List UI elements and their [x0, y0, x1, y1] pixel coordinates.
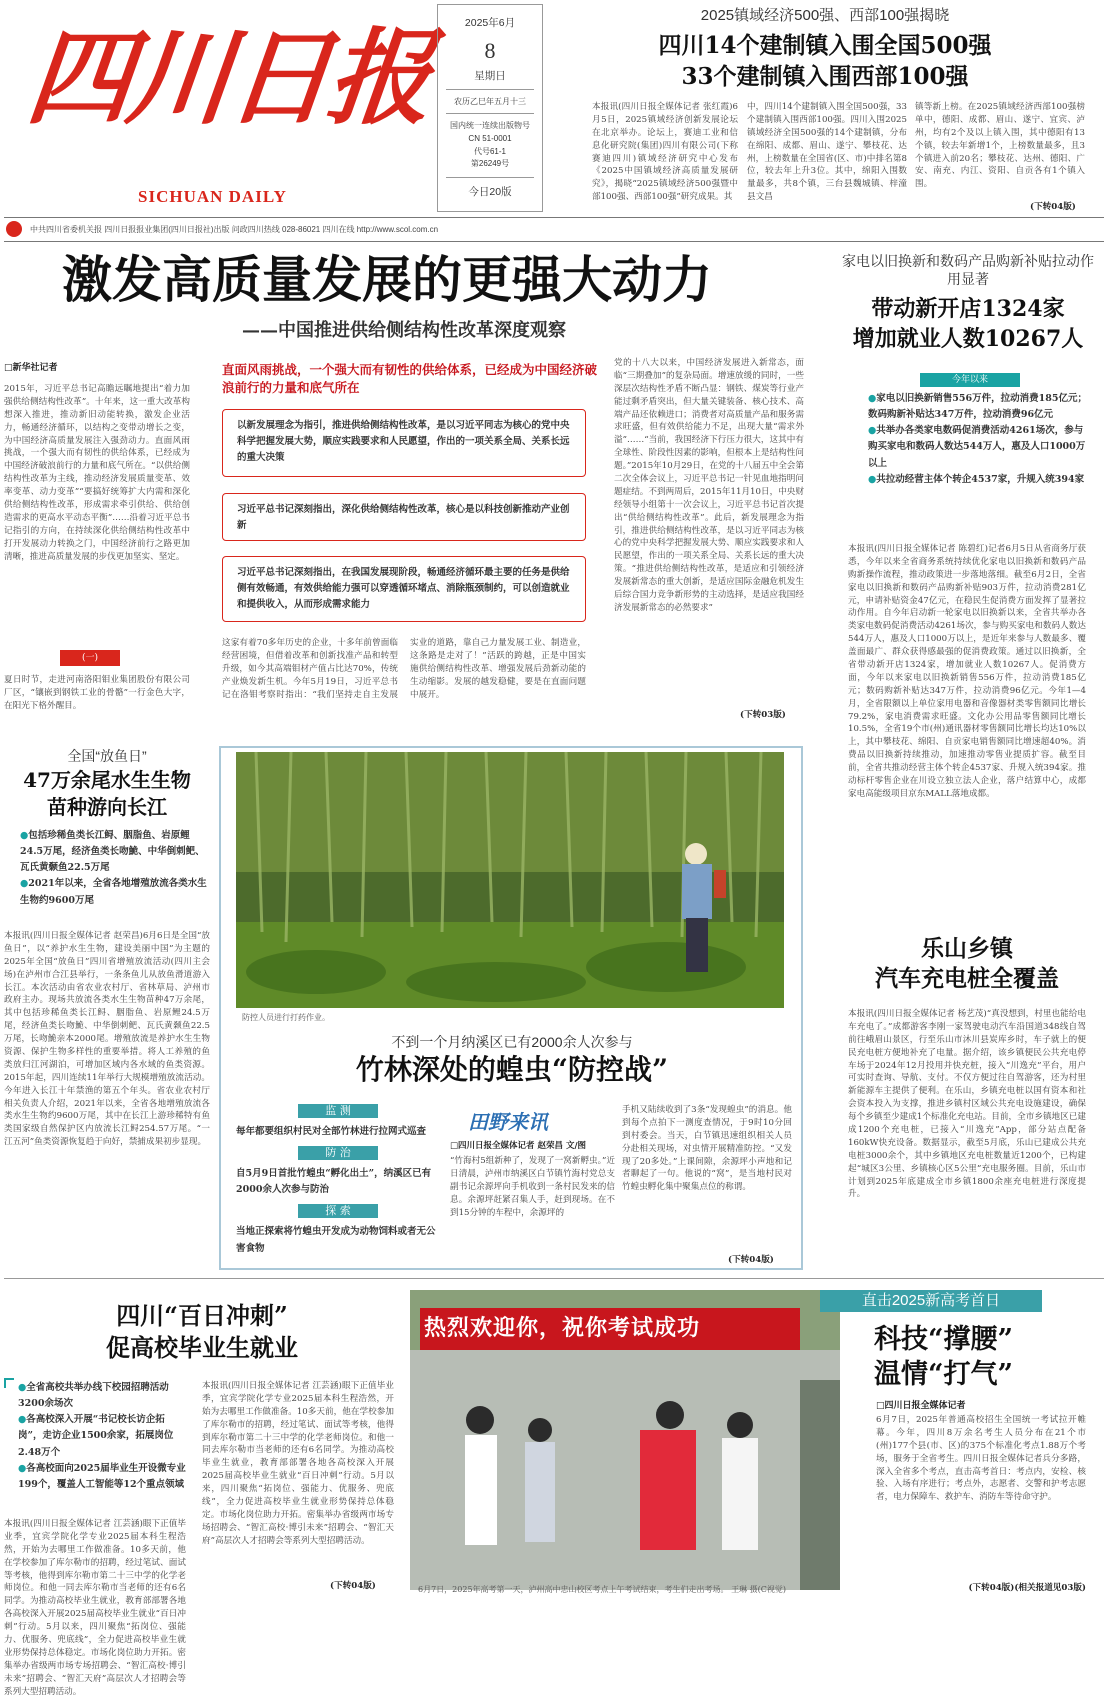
top-col-3: 镇等新上榜。在2025镇域经济西部100强榜单中，德阳、成都、眉山、遂宁、宜宾、泸州，均有2个及以上镇入围，其中德阳有13个镇，较去年新增1个，上榜数量最多，且3个镇进入前20名；攀枝花、达州、德阳、广安、南充、内江、资阳、自贡各有1个镇入围。 — [915, 102, 1085, 190]
main-lead: 直面风雨挑战，一个强大而有韧性的供给体系，已经成为中国经济破浪前行的力量和底气所在 — [222, 363, 598, 395]
monitor-text: 每年都要组织村民对全部竹林进行拉网式巡查 — [236, 1126, 427, 1137]
locust-col-2: 手机又陆续收到了3条“发现蝗虫”的消息。他到每个点拍下一测度查情况，于9时10分回到村委会。当天，白节镇迅速组织相关人员分赴相关现场，对虫情开展精准防控。“又发现了20多处。”上课间隙，余源坪小声地和记者聊起了一句。他说的“窝”，是当地村民对竹蝗虫孵化集中聚集点位的称谓。 — [622, 1105, 792, 1193]
top-story-header — [550, 4, 1100, 92]
date-box — [437, 4, 543, 212]
bamboo-photo — [236, 752, 784, 1008]
grad-text-b: 本报讯(四川日报全媒体记者 江芸涵)眼下正值毕业季，宜宾学院化学专业2025届本科生程浩然，开始为去哪里工作做准备。10多天前，他在学校参加了库尔勒市的招聘，经过笔试、面试等考核，他得到库尔勒市第二十三中学的化学老师岗位。和他一同去库尔勒市当老师的还有6名同学。为推动高校毕业生就业，教育部部署各地各高校深入开展2025届高校毕业生就业“百日冲刺”行动。5月以来，四川聚焦“拓岗位、强能力、优服务、兜底线”，全力促进高校毕业生就业形势保持总体稳定。市场化岗位助力开拓。密集举办省级两市场专场招聘会、“智汇高校·博引未来”招聘会、“智汇天府”高层次人才招聘会等系列大型招聘活动。 — [202, 1381, 394, 1546]
issue-number: 第26249号 — [470, 159, 510, 169]
fish-kicker: 全国“放鱼日” — [67, 748, 147, 764]
bullet-item: ●家电以旧换新销售556万件，拉动消费185亿元；数码购新补贴达347万件，拉动消费96亿元 — [868, 393, 1087, 421]
cn-number: CN 51-0001 — [468, 133, 512, 143]
fish-text: 本报讯(四川日报全媒体记者 赵荣昌)6月6日是全国“放鱼日”，以“养护水生生物，建设美丽中国”为主题的2025年全国“放鱼日”四川省增殖放流活动(四川主会场)在泸州市合江县举行，一条条鱼儿从放鱼滑道游入长江。本次活动由省农业农村厅、省林草局、泸州市政府主办。现场共放流各类水生生物苗种47万余尾，其中包括珍稀鱼类长江鲟、胭脂鱼、岩原鲤24.5万尾，经济鱼类长吻鮠、中华倒刺鲃、瓦氏黄颡鱼22.5万尾，长吻鮠亲本2000尾。增殖放流是养护水生生物资源、保护生物多样性的重要举措。将人工养殖的鱼类放归江河湖泊，可增加区域内各水域的鱼类资源。2015年起，四川连续11年举行大规模增殖放流活动。今年进入长江十年禁渔的第五个年头。省农业农村厅相关负责人介绍，2021年以来，全省各地增殖放流各类水生生物约9600万尾，其中在长江上游珍稀特有鱼类国家级自然保护区内放流长江鲟254.57万尾。“一江五河”鱼类资源恢复趋于向好，禁捕成果初步显现。 — [4, 931, 210, 1148]
top-headline-2: 33个建制镇入围西部100强 — [681, 63, 969, 90]
appliance-headline-2: 增加就业人数10267人 — [852, 326, 1084, 352]
appliance-kicker: 家电以旧换新和数码产品购新补贴拉动作用显著 — [842, 253, 1094, 287]
top-headline-1: 四川14个建制镇入围全国500强 — [658, 32, 992, 59]
masthead-title: 四川日报 — [21, 16, 435, 139]
main-byline: □新华社记者 — [4, 363, 58, 373]
bullet-item: ●全省高校共举办线下校园招聘活动3200余场次 — [18, 1382, 169, 1410]
exam-byline: □四川日报全媒体记者 — [876, 1401, 966, 1411]
section-marker: (一) — [60, 650, 120, 666]
top-col-1: 本报讯(四川日报全媒体记者 张红霞)6月5日，2025镇域经济创新发展论坛在北京举办。论坛上，赛迪工业和信息化研究院(集团)四川有限公司(下称赛迪四川)镇域经济研究中心发布《2025中国镇域经济高质量发展研究》，揭晓“2025镇域经济500强暨中部100强、西部100强”研究成果。其 — [592, 102, 738, 203]
exam-banner-text: 热烈欢迎你，祝你考试成功 — [424, 1315, 701, 1341]
top-continued: (下转04版) — [1030, 202, 1076, 212]
page-count: 今日20版 — [468, 186, 512, 199]
locust-byline: □四川日报全媒体记者 赵荣昌 文/图 — [450, 1141, 587, 1151]
cn-label: 国内统一连续出版物号 — [450, 121, 530, 130]
quote-box-1: 以新发展理念为指引，推进供给侧结构性改革，是以习近平同志为核心的党中央科学把握发展大势，顺应实践要求和人民愿望，作出的一项关系全局、关系长远的重大决策 — [222, 409, 586, 477]
main-left-text: 2015年，习近平总书记高瞻远瞩地提出“着力加强供给侧结构性改革”。十年来，这一重大改革构想深入推进，推动新旧动能转换，激发企业活力，畅通经济循环，以结构之变带动增长之变，为中国经济高质量发展注入强劲动力。直面风雨挑战，一个强大而有韧性的供给体系，已经成为中国经济破浪前行的力量和底气所在。“以供给侧结构性改革为主线，推动经济发展质量变革、效率变革、动力变革”“要搞好统筹扩大内需和深化供给侧结构性改革，形成需求牵引供给、供给创造需求的更高水平动态平衡”……沿着习近平总书记指引的方向，在持续深化供给侧结构性改革中打开发展动力转换之门，中国经济前行之路更加清晰，推进高质量发展的步伐更加坚实、坚定。 — [4, 384, 190, 562]
main-continued: (下转03版) — [740, 710, 786, 720]
appliance-headline-1: 带动新开店1324家 — [871, 296, 1065, 322]
locust-continued: (下转04版) — [728, 1255, 774, 1265]
main-mid-text: 这家有着70多年历史的企业，十多年前曾面临经营困境，但借着改革和创新找准产品和转型升级，如今其高端钼材产值占比达70%，传统产业焕发新生机。今年5月19日，习近平总书记在洛钼考察时指出：“我们坚持走自主发展实业的道路，靠自己力量发展工业、制造业，这条路是走对了！”活跃的跨越，正是中国实施供给侧结构性改革、增强发展后劲新动能的生动缩影。发展的越发稳健，要是在直面问题中展开。 — [222, 638, 586, 700]
main-subheadline: ——中国推进供给侧结构性改革深度观察 — [242, 320, 566, 341]
quote-box-3: 习近平总书记深刻指出，在我国发展现阶段，畅通经济循环最主要的任务是供给侧有效畅通，有效供给能力强可以穿透循环堵点、消除瓶颈制约，可以创造就业和提供收入，从而形成需求能力 — [222, 556, 586, 622]
grad-continued: (下转04版) — [330, 1581, 376, 1591]
section-text: 夏日时节，走进河南洛阳钼业集团股份有限公司厂区，“镶嵌到钢铁工业的骨骼”一行金色大字，在阳光下格外醒目。 — [4, 675, 190, 711]
grad-text-a: 本报讯(四川日报全媒体记者 江芸涵)眼下正值毕业季，宜宾学院化学专业2025届本科生程浩然，开始为去哪里工作做准备。10多天前，他在学校参加了库尔勒市的招聘，经过笔试、面试等考核，他得到库尔勒市第二十三中学的化学老师岗位。和他一同去库尔勒市当老师的还有6名同学。为推动高校毕业生就业，教育部部署各地各高校深入开展2025届高校毕业生就业“百日冲刺”行动。5月以来，四川聚焦“拓岗位、强能力、优服务、兜底线”，全力促进高校毕业生就业形势保持总体稳定。市场化岗位助力开拓。密集举办省级两市场专场招聘会、“智汇高校·博引未来”招聘会、“智汇天府”高层次人才招聘会等系列大型招聘活动。 — [4, 1519, 186, 1697]
exam-headline-1: 科技“撑腰” — [874, 1324, 1014, 1355]
grad-headline-1: 四川“百日冲刺” — [116, 1301, 288, 1330]
exam-banner: 直击2025新高考首日 — [820, 1290, 1042, 1312]
bullet-item: ●各高校深入开展“书记校长访企拓岗”，走访企业1500余家，拓展岗位2.48万个 — [18, 1414, 174, 1458]
locust-col-1: “竹海村5组新种了，发现了一窝新孵虫。”近日清晨，泸州市纳溪区白节镇竹海村党总支副书记余源坪向手机收到一条村民发来的信息。余源坪赶紧召集人手，赶到现场。在不到15分钟的车程中，余源坪的 — [450, 1156, 615, 1218]
field-news-logo: 田野来讯 — [468, 1112, 548, 1134]
leshan-text: 本报讯(四川日报全媒体记者 杨艺茂)“真没想到，村里也能给电车充电了。”成都游客李刚一家驾驶电动汽车沿国道348线自驾前往峨眉山景区，行至乐山市沐川县炭库乡时，车子就上的便民充电桩方便地补充了电量。据介绍，该乡镇便民公共充电停车场于2024年12月投用并快充桩，接入“川逸充”平台，用户可实时查询、导航、支付。不仅方便过往自驾游客，还为村里新能源车主提供了便利。在乐山，乡镇充电桩以国有资本和社会资本投入为支撑，推进乡镇村区域公共充电设施建设，确保每个乡镇至少建成1个标准化充电站。目前，全市乡镇地区已建成1200个充电桩，已接入“川逸充”App，部分站点配备160kW快充设备。数据显示，截至5月底，乐山已建成公共充电桩3000余个，其中乡镇地区充电桩数量近1200个，已构建起“城区3公里、乡镇核心区5公里”充电服务圈。目前，乐山市计划到2025年底建成全市乡镇1800余座充电桩进行深度提升。 — [848, 1009, 1086, 1200]
fish-bullets — [20, 828, 210, 909]
date-weekday: 星期日 — [474, 70, 506, 82]
main-right-text: 党的十八大以来，中国经济发展进入新常态，面临“三期叠加”的复杂局面。增速放缓的同时，一些深层次结构性矛盾不断凸显：钢铁、煤炭等行业产能过剩矛盾突出，但大量关键装备、核心技术、高端产品还依赖进口；消费者对高质量产品和服务需求旺盛，但有效供给能力不足，出现大量“需求外溢”……“当前，我国经济下行压力很大，这其中有全球性、阶段性因素的影响，但根本上是结构性问题。”2015年10月29日，在党的十八届五中全会第二次全体会议上，习近平总书记一针见血地指明问题症结。不到两周后，2015年11月10日，中央财经领导小组第十一次会议上，习近平总书记首次提出“供给侧结构性改革”。此后，新发展理念为指引，推进供给侧结构性改革，是以习近平同志为核心的党中央科学把握发展大势、顺应实践要求和人民愿望，作出的一项关系全局、关系长远的重大决策。“推进供给侧结构性改革，是适应和引领经济发展新常态的重大创新，是适应国际金融危机发生后综合国力竞争新形势的主动选择，是适应我国经济发展新常态的必然要求” — [614, 358, 804, 613]
date-year-month: 2025年6月 — [464, 17, 516, 29]
exam-continued: (下转04版)(相关报道见03版) — [968, 1583, 1086, 1593]
bullet-item: ●共拉动经营主体个转企4537家，升规入统394家 — [868, 473, 1085, 485]
leshan-headline-1: 乐山乡镇 — [921, 935, 1013, 962]
locust-headline: 竹林深处的蝗虫“防控战” — [355, 1053, 669, 1086]
grad-headline-2: 促高校毕业生就业 — [106, 1333, 298, 1362]
masthead-english: SICHUAN DAILY — [138, 187, 287, 206]
locust-kicker: 不到一个月纳溪区已有2000余人次参与 — [391, 1034, 633, 1050]
date-lunar: 农历乙巳年五月十三 — [454, 97, 526, 106]
control-text: 自5月9日首批竹蝗虫“孵化出土”，纳溪区已有2000余人次参与防治 — [236, 1168, 432, 1196]
main-headline: 激发高质量发展的更强大动力 — [62, 250, 712, 309]
explore-tag: 探 索 — [298, 1204, 378, 1218]
exam-headline-2: 温情“打气” — [874, 1359, 1014, 1390]
exam-photo-caption: 6月7日，2025年高考第一天，泸州高中忠山校区考点上午考试结束，考生们走出考场。 王琳 摄(C视觉) — [418, 1585, 786, 1594]
grad-bullets — [18, 1380, 186, 1493]
top-kicker: 2025镇域经济500强、西部100强揭晓 — [700, 7, 950, 24]
leshan-headline-2: 汽车充电桩全覆盖 — [875, 965, 1059, 992]
top-col-2: 中，四川14个建制镇入围全国500强，33个建制镇入围西部100强。四川入围2025镇域经济全国500强的14个建制镇，分布在绵阳、成都、眉山、遂宁、攀枝花、达州，上榜数量在全国省(区、市)中排名第8位，较去年上升3位。其中，绵阳入围数量最多，共8个镇，三台县魏城镇、梓潼县文昌 — [747, 102, 907, 203]
explore-text: 当地正探索将竹蝗虫开发成为动物饲料或者无公害食物 — [236, 1226, 436, 1254]
control-tag: 防 治 — [298, 1146, 378, 1160]
bullet-item: ●包括珍稀鱼类长江鲟、胭脂鱼、岩原鲤24.5万尾，经济鱼类长吻鮠、中华倒刺鲃、瓦氏黄颡鱼22.5万尾 — [20, 830, 205, 874]
postal-code: 代号61-1 — [473, 146, 506, 156]
bullet-item: ●共举办各类家电数码促消费活动4261场次，参与购买家电和数码人数达544万人，惠及人口1000万以上 — [868, 425, 1086, 469]
masthead — [14, 16, 435, 212]
sichuan-logo-icon — [6, 221, 22, 237]
publisher-line: 中共四川省委机关报 四川日报报业集团(四川日报社)出版 问政四川热线 028-86021 四川在线 http://www.scol.com.cn — [30, 225, 439, 234]
locust-photo-caption: 防控人员进行打药作业。 — [242, 1013, 330, 1022]
exam-text: 6月7日，2025年普通高校招生全国统一考试拉开帷幕。今年，四川8万余名考生人员分布在21个市(州)177个县(市、区)的375个标准化考点1.88万个考场，服务于全省考生。四川日报全媒体记者兵分多路，深入全省多个考点，直击高考首日：考点内，安检、核验、入场有序进行；考点外，志愿者、交警和护考志愿者，电力保障车、救护车、消防车等待命守护。 — [876, 1415, 1086, 1503]
locust-sidebar — [236, 1104, 440, 1264]
bullet-item: ●各高校面向2025届毕业生开设微专业199个，覆盖人工智能等12个重点领域 — [18, 1462, 186, 1490]
quote-box-2: 习近平总书记深刻指出，深化供给侧结构性改革，核心是以科技创新推动产业创新 — [222, 493, 586, 541]
fish-headline-2: 苗种游向长江 — [47, 795, 167, 819]
bullet-item: ●2021年以来，全省各地增殖放流各类水生生物约9600万尾 — [20, 878, 207, 906]
monitor-tag: 监 测 — [298, 1104, 378, 1118]
appliance-text: 本报讯(四川日报全媒体记者 陈碧红)记者6月5日从省商务厅获悉，今年以来全省商务系统持续优化家电以旧换新和数码产品购新操作流程，推动政策进一步落地落细。截至6月2日，全省家电以旧换新和数码产品购新补贴903万件，拉动消费281亿元，申请补贴资金47亿元，在稳民生促消费方面发挥了显著拉动作用。自今年启动新一轮家电以旧换新以来，全省共举办各类家电数码促消费活动4261场次，参与购买家电和数码人数达544万人，惠及人口1000万以上，是近年来参与人数最多、覆盖面最广、群众获得感最强的促消费政策。通过以旧换新，全省带动新开店1324家，增加就业人数10267人。促消费方面，今年以来家电以旧换新销售556万件，拉动消费185亿元；数码购新补贴达347万件，拉动消费96亿元。今年1—4月，全省限额以上单位家用电器和音像器材类零售额同比增长79.2%，家电消费需求旺盛。文化办公用品零售额同比增长10.5%，全省19个市(州)通讯器材零售额同比增长均达10%以上，其中攀枝花、绵阳、自贡家电销售额同比增速超40%。消费品以旧换新持续推动，加速推动零售业提质扩容。截至目前，全省共推动经营主体个转企4537家、升规入统394家。推动标杆零售企业在川设立独立法人企业，落户结算中心，成都家电高能级项目京东MALL落地成都。 — [848, 544, 1086, 799]
appliance-bullets — [868, 391, 1088, 488]
fish-headline-1: 47万余尾水生生物 — [23, 768, 191, 792]
date-day: 8 — [484, 38, 496, 63]
appliance-tag: 今年以来 — [920, 373, 1020, 387]
